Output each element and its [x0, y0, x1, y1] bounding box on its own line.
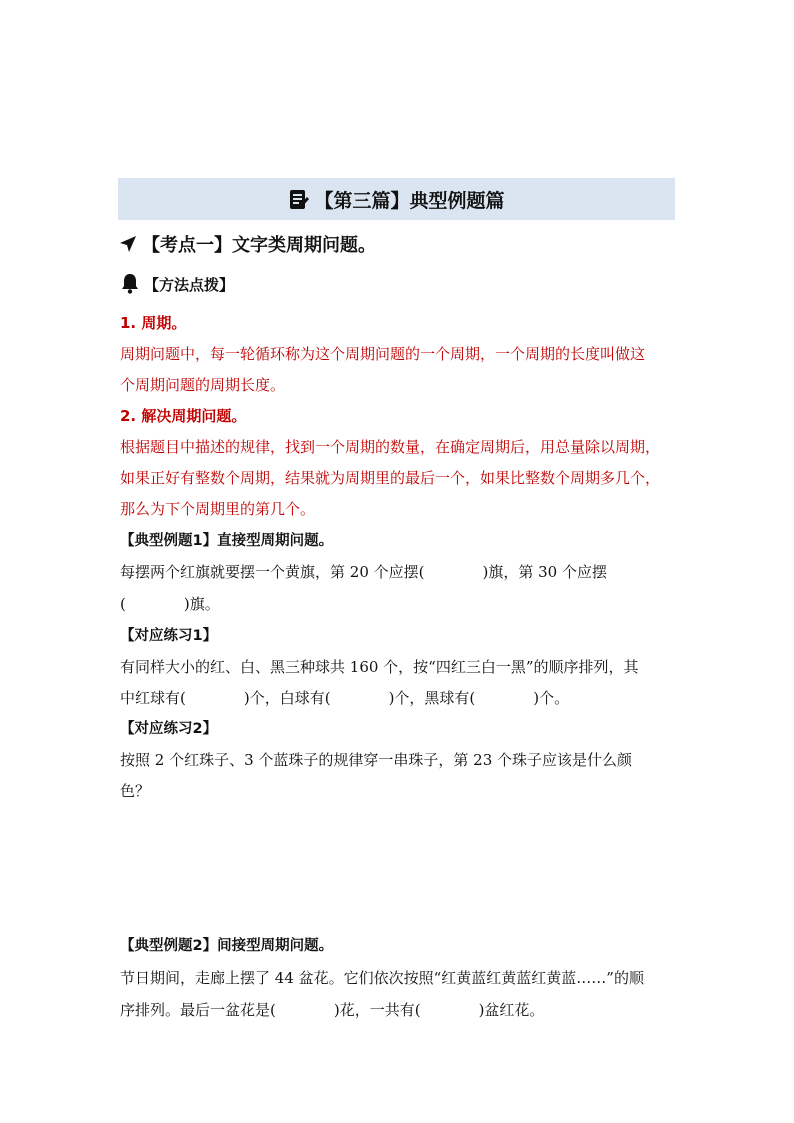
point-2-line-1: 根据题目中描述的规律，找到一个周期的数量，在确定周期后，用总量除以周期， — [120, 438, 661, 456]
point-1-line-2: 个周期问题的周期长度。 — [120, 376, 286, 394]
example-2-line-2: 序排列。最后一盆花是( )花，一共有( )盆红花。 — [120, 1001, 545, 1019]
section-banner — [118, 178, 675, 220]
practice-1-line-2: 中红球有( )个，白球有( )个，黑球有( )个。 — [120, 689, 570, 707]
practice-2-line-1: 按照 2 个红珠子、3 个蓝珠子的规律穿一串珠子，第 23 个珠子应该是什么颜 — [120, 751, 633, 769]
example-2-line-1: 节日期间，走廊上摆了 44 盆花。它们依次按照“红黄蓝红黄蓝红黄蓝……”的顺 — [120, 969, 644, 987]
method-title: 【方法点拨】 — [144, 276, 235, 294]
example-1-title: 【典型例题1】直接型周期问题。 — [120, 533, 334, 549]
point-1-heading: 1. 周期。 — [120, 314, 187, 332]
banner-title: 【第三篇】典型例题篇 — [314, 190, 505, 212]
navigation-arrow-icon — [118, 234, 138, 254]
notepad-icon — [288, 189, 310, 211]
example-1-line-2: ( )旗。 — [120, 595, 220, 613]
point-2-line-2: 如果正好有整数个周期，结果就为周期里的最后一个，如果比整数个周期多几个， — [120, 469, 661, 487]
practice-2-title: 【对应练习2】 — [120, 721, 218, 737]
example-1-line-1: 每摆两个红旗就要摆一个黄旗，第 20 个应摆( )旗，第 30 个应摆 — [120, 563, 607, 581]
point-2-line-3: 那么为下个周期里的第几个。 — [120, 500, 316, 518]
practice-2-line-2: 色？ — [120, 782, 151, 800]
bell-icon — [120, 272, 140, 294]
practice-1-title: 【对应练习1】 — [120, 628, 218, 644]
point-1-line-1: 周期问题中，每一轮循环称为这个周期问题的一个周期，一个周期的长度叫做这 — [120, 345, 646, 363]
method-heading — [120, 272, 234, 295]
kaodian-title: 【考点一】文字类周期问题。 — [142, 235, 376, 256]
point-2-heading: 2. 解决周期问题。 — [120, 407, 247, 425]
practice-1-line-1: 有同样大小的红、白、黑三种球共 160 个，按“四红三白一黑”的顺序排列，其 — [120, 658, 639, 676]
kaodian-heading — [118, 231, 376, 257]
example-2-title: 【典型例题2】间接型周期问题。 — [120, 938, 334, 954]
